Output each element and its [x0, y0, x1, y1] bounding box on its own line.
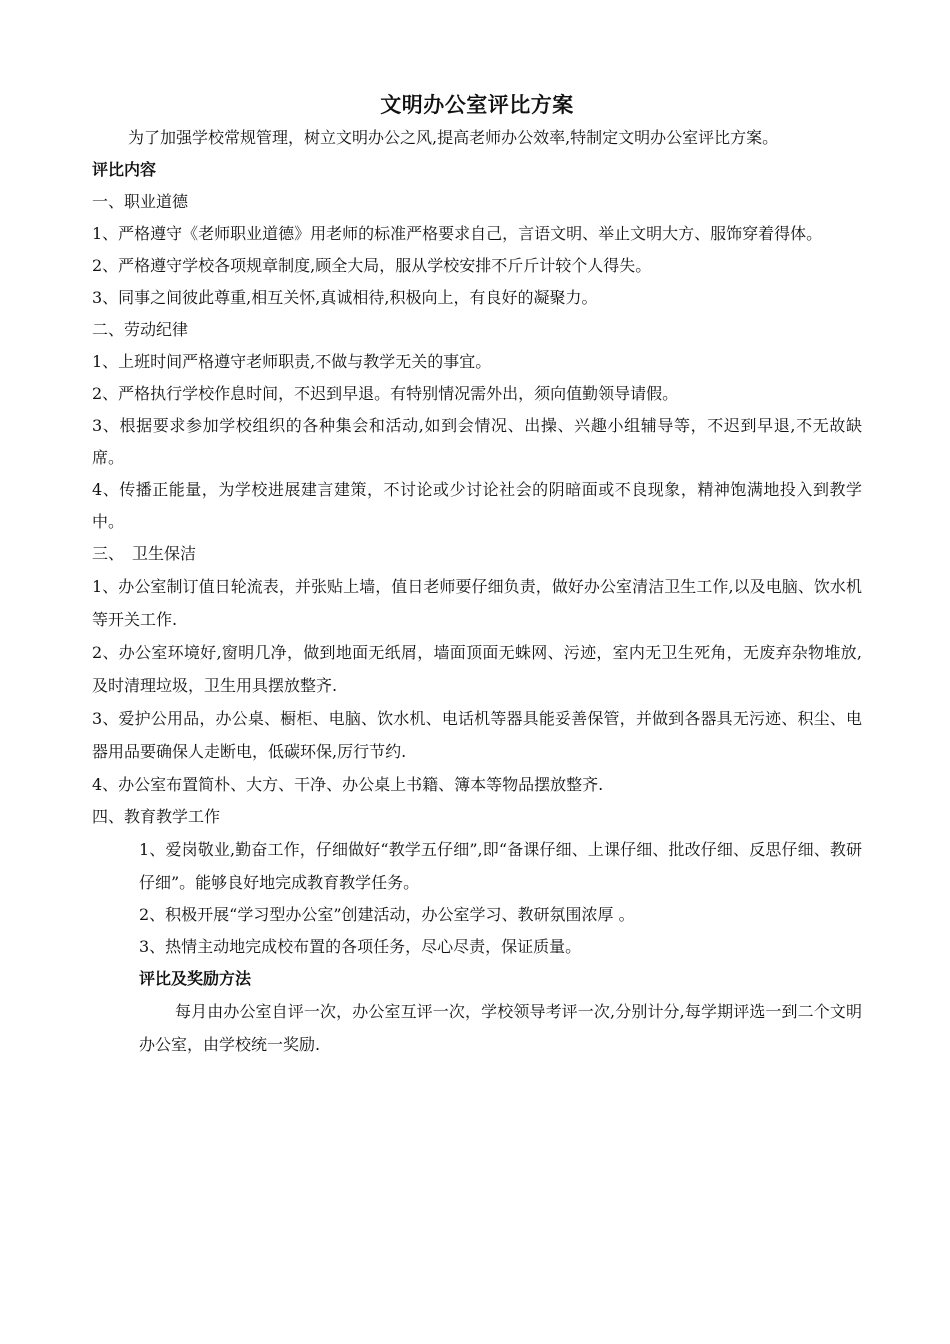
- discipline-item-2: 2、严格执行学校作息时间，不迟到早退。有特别情况需外出，须向值勤领导请假。: [92, 384, 679, 403]
- discipline-item-4: 4、传播正能量，为学校进展建言建策，不讨论或少讨论社会的阴暗面或不良现象，精神饱满地投入到教学中。: [92, 480, 862, 531]
- subsection-heading-hygiene: 三、 卫生保洁: [92, 544, 197, 563]
- teaching-item-2: 2、积极开展“学习型办公室”创建活动，办公室学习、教研氛围浓厚 。: [139, 905, 635, 924]
- document-title: 文明办公室评比方案: [380, 92, 574, 117]
- intro-paragraph: 为了加强学校常规管理，树立文明办公之风,提高老师办公效率,特制定文明办公室评比方案。: [128, 128, 779, 147]
- section-heading-award: 评比及奖励方法: [139, 969, 252, 988]
- teaching-item-3: 3、热情主动地完成校布置的各项任务，尽心尽责，保证质量。: [139, 937, 582, 956]
- hygiene-item-3: 3、爱护公用品，办公桌、橱柜、电脑、饮水机、电话机等器具能妥善保管，并做到各器具无污迹、积尘、电器用品要确保人走断电，低碳环保,厉行节约.: [92, 709, 862, 761]
- teaching-item-1: 1、爱岗敬业,勤奋工作，仔细做好“教学五仔细”,即“备课仔细、上课仔细、批改仔细、反思仔细、教研仔细”。能够良好地完成教育教学任务。: [139, 840, 862, 892]
- moral-item-1: 1、严格遵守《老师职业道德》用老师的标准严格要求自己，言语文明、举止文明大方、服饰穿着得体。: [92, 224, 823, 243]
- document-body: [92, 88, 862, 1061]
- discipline-item-3: 3、根据要求参加学校组织的各种集会和活动,如到会情况、出操、兴趣小组辅导等，不迟到早退,不无故缺席。: [92, 416, 862, 467]
- section-heading-content: 评比内容: [92, 160, 157, 179]
- moral-item-3: 3、同事之间彼此尊重,相互关怀,真诚相待,积极向上，有良好的凝聚力。: [92, 288, 598, 307]
- award-paragraph: 每月由办公室自评一次，办公室互评一次，学校领导考评一次,分别计分,每学期评选一到二个文明办公室，由学校统一奖励.: [139, 1002, 862, 1054]
- subsection-heading-teaching: 四、教育教学工作: [92, 807, 221, 826]
- subsection-heading-discipline: 二、劳动纪律: [92, 320, 189, 339]
- subsection-heading-moral: 一、职业道德: [92, 192, 189, 211]
- hygiene-item-4: 4、办公室布置简朴、大方、干净、办公桌上书籍、簿本等物品摆放整齐.: [92, 775, 604, 794]
- hygiene-item-1: 1、办公室制订值日轮流表，并张贴上墙，值日老师要仔细负责，做好办公室清洁卫生工作,以及电脑、饮水机等开关工作.: [92, 577, 862, 629]
- discipline-item-1: 1、上班时间严格遵守老师职责,不做与教学无关的事宜。: [92, 352, 492, 371]
- moral-item-2: 2、严格遵守学校各项规章制度,顾全大局，服从学校安排不斤斤计较个人得失。: [92, 256, 652, 275]
- hygiene-item-2: 2、办公室环境好,窗明几净，做到地面无纸屑，墙面顶面无蛛网、污迹，室内无卫生死角，无废弃杂物堆放,及时清理垃圾，卫生用具摆放整齐.: [92, 643, 862, 695]
